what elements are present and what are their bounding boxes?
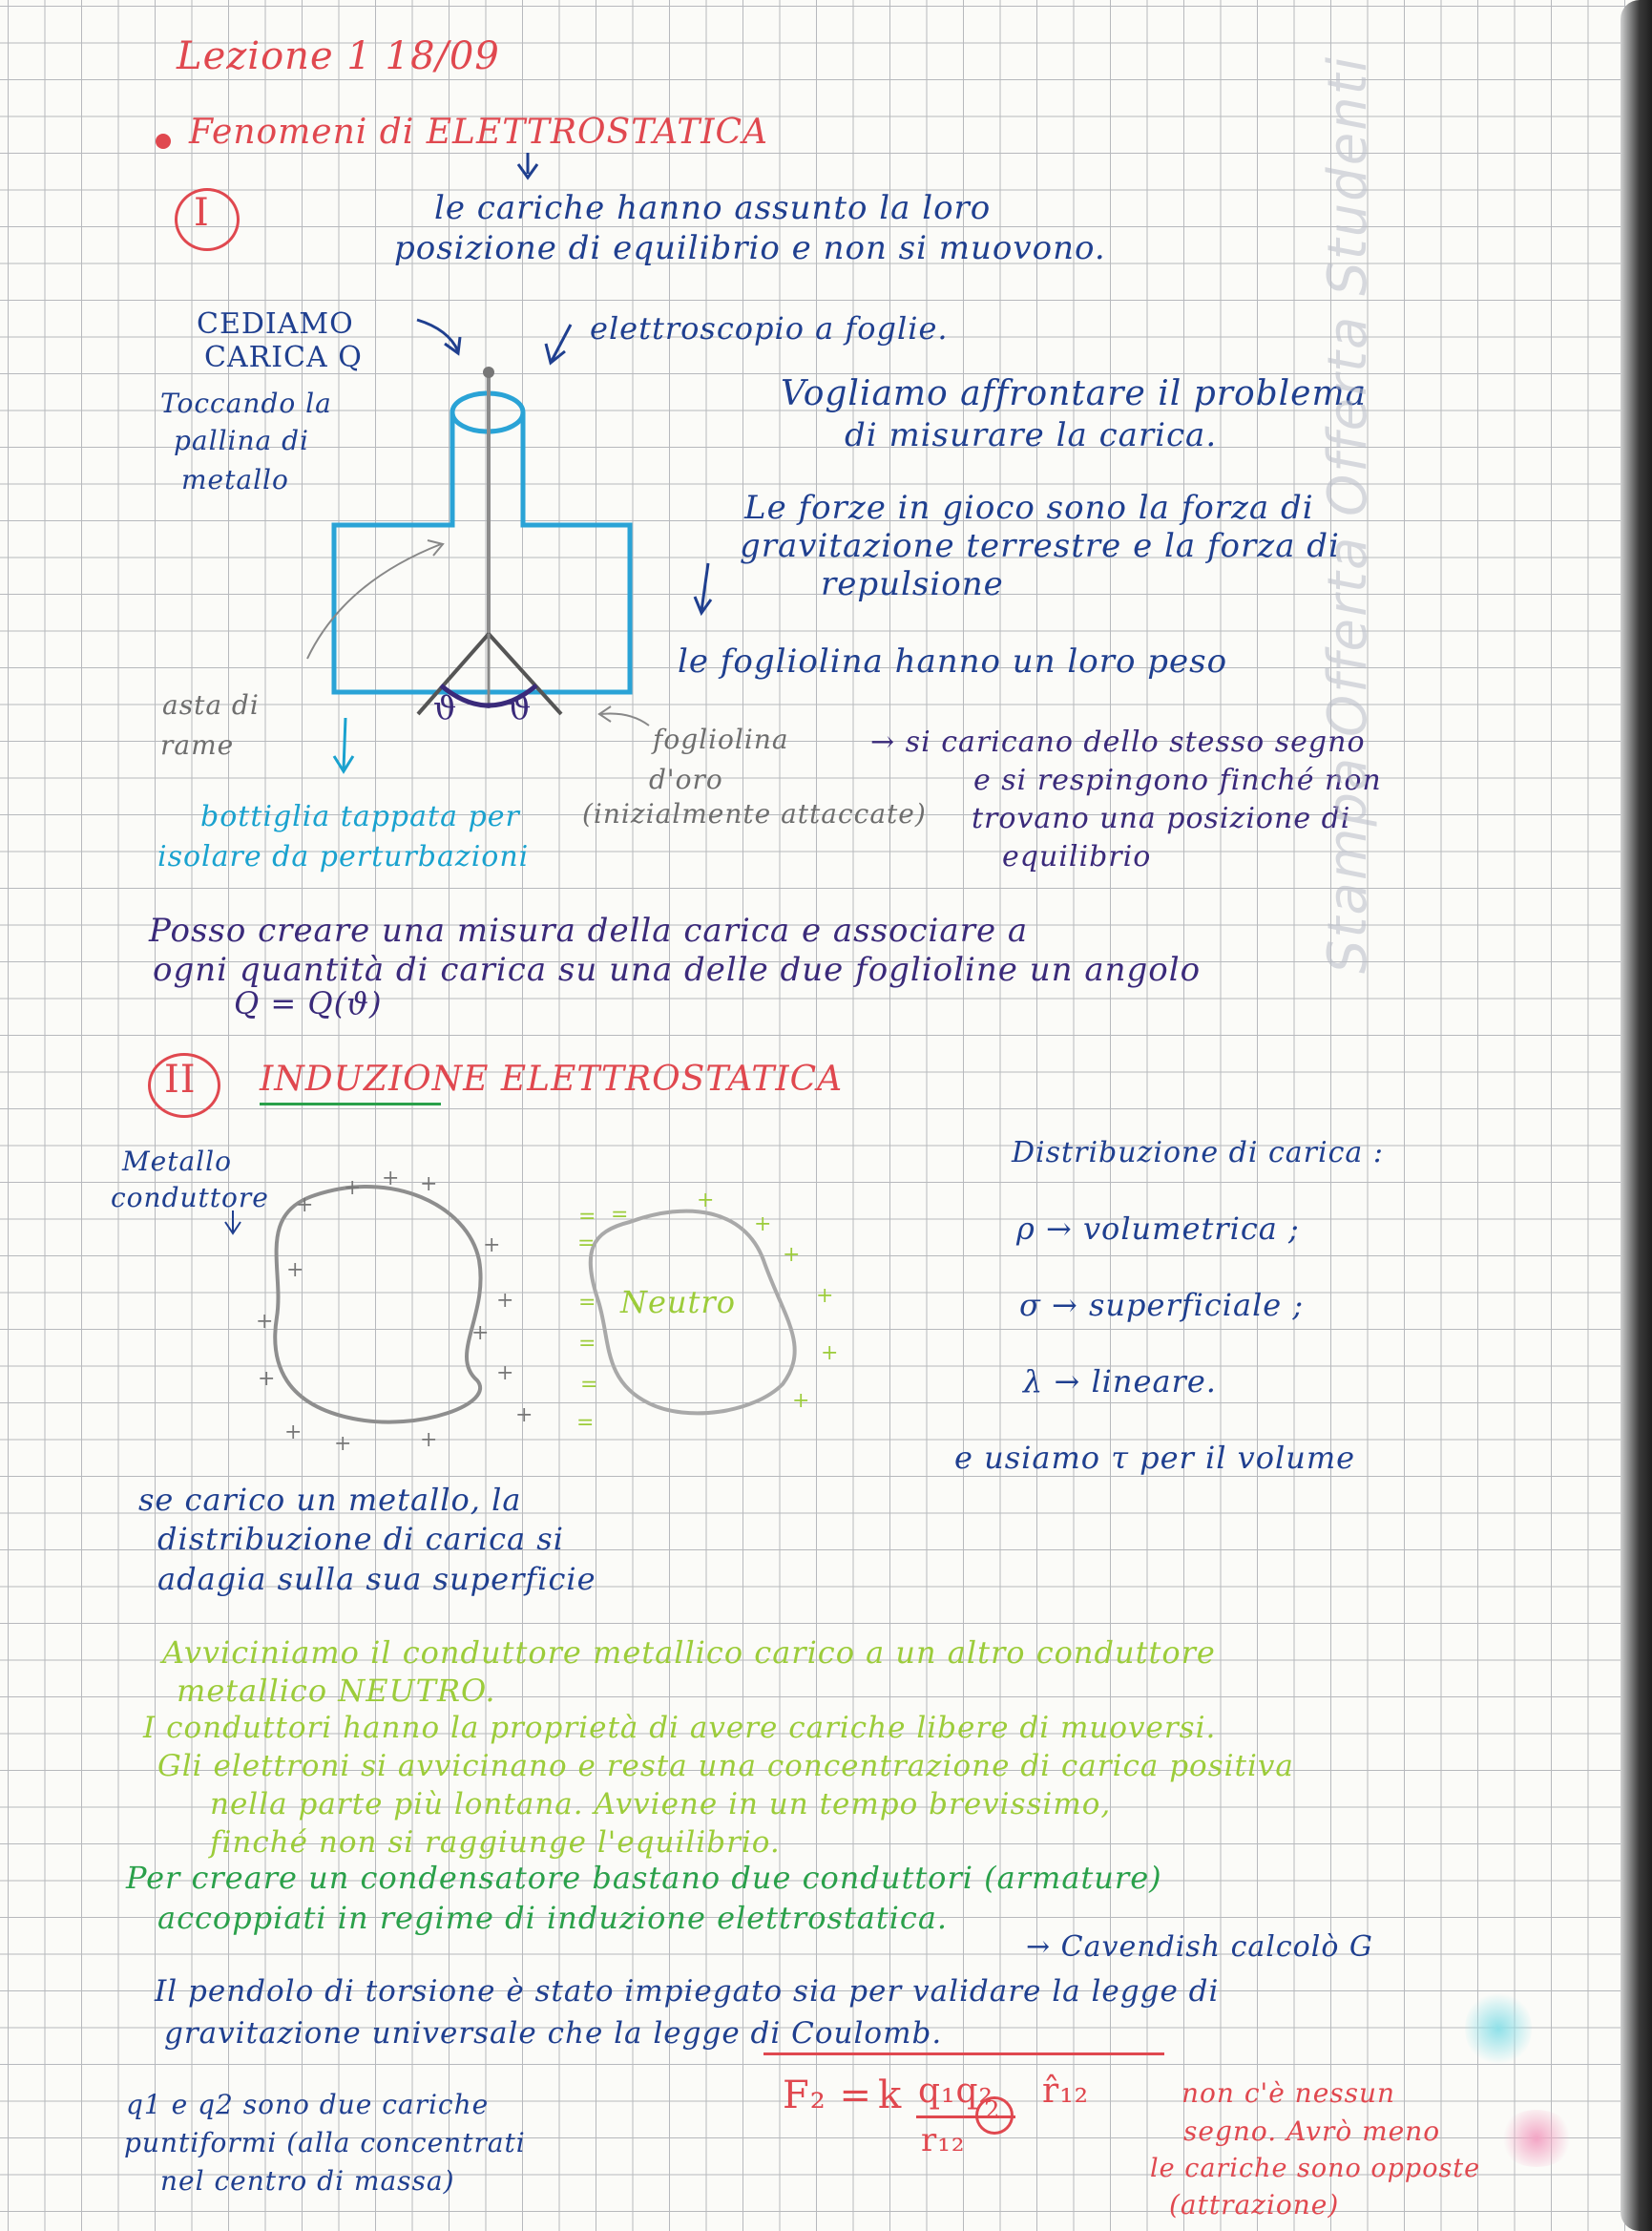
cediamo-line-1: CEDIAMO [197, 307, 354, 341]
coulomb-underline [763, 2052, 1164, 2055]
section-1-number: I [194, 191, 210, 235]
topic-title: Fenomeni di ELETTROSTATICA [189, 113, 769, 152]
capacitor-line-2: accoppiati in regime di induzione elettrostatica. [157, 1900, 949, 1936]
charges-line-2: puntiformi (alla concentrati [124, 2127, 526, 2158]
plus-sign: + [334, 1432, 353, 1456]
plus-sign: + [296, 1193, 315, 1217]
plus-sign: + [816, 1284, 835, 1308]
gold-line-1: fogliolina [653, 724, 789, 755]
plus-sign: + [496, 1361, 515, 1385]
measure-line-1: Posso creare una misura della carica e associare a [149, 912, 1029, 950]
minus-sign: = [578, 1205, 597, 1229]
plus-sign: + [420, 1172, 439, 1196]
torsion-line-1: Il pendolo di torsione è stato impiegato sia per validare la legge di [155, 1974, 1220, 2009]
section-2-title: INDUZIONE ELETTROSTATICA [260, 1060, 844, 1099]
plus-sign: + [697, 1189, 716, 1212]
formula-numerator: q₁q₂ [918, 2072, 993, 2111]
green-line-6: finché non si raggiunge l'equilibrio. [210, 1825, 781, 1860]
lesson-title: Lezione 1 18/09 [177, 34, 500, 78]
watermark: Stampa Offerta Offerta Studenti [1317, 54, 1379, 974]
intro-line-1: le cariche hanno assunto la loro [434, 189, 992, 227]
plus-sign: + [783, 1243, 802, 1267]
formula-k: k [878, 2073, 903, 2117]
touch-line-2: pallina di [174, 425, 309, 456]
goal-line-1: Vogliamo affrontare il problema [781, 374, 1368, 413]
sign-line-2: segno. Avrò meno [1183, 2115, 1441, 2147]
plus-sign: + [286, 1258, 305, 1282]
sign-line-1: non c'è nessun [1181, 2077, 1396, 2109]
formula-unit-vector: r̂₁₂ [1042, 2072, 1090, 2111]
cediamo-line-2: CARICA Q [204, 341, 363, 374]
rod-line-2: rame [160, 729, 235, 761]
distribution-title: Distribuzione di carica : [1012, 1136, 1384, 1169]
dist-sigma: σ → superficiale ; [1019, 1287, 1305, 1323]
touch-line-3: metallo [181, 464, 289, 495]
formula-exponent: 2 [984, 2096, 1001, 2125]
charges-line-3: nel centro di massa) [160, 2165, 455, 2197]
plus-sign: + [420, 1428, 439, 1452]
electroscope-label: elettroscopio a foglie. [590, 310, 949, 347]
measure-line-3: Q = Q(ϑ) [234, 985, 383, 1021]
neutral-label: Neutro [620, 1284, 736, 1320]
forces-line-2: gravitazione terrestre e la forza di [740, 527, 1340, 565]
minus-sign: = [578, 1332, 597, 1356]
plus-sign: + [258, 1367, 277, 1391]
forces-line-1: Le forze in gioco sono la forza di [744, 489, 1314, 527]
green-line-3: I conduttori hanno la proprietà di avere cariche libere di muoversi. [143, 1711, 1217, 1745]
charge-line-2: e si respingono finché non [973, 764, 1382, 797]
plus-sign: + [483, 1233, 502, 1257]
bottle-line-2: isolare da perturbazioni [157, 840, 530, 873]
dist-rho: ρ → volumetrica ; [1016, 1210, 1300, 1247]
ink-stain-pink [1498, 2110, 1575, 2167]
plus-sign: + [344, 1176, 363, 1200]
touch-line-1: Toccando la [160, 388, 332, 419]
conductor-line-1: Metallo [122, 1146, 232, 1177]
green-line-2: metallico NEUTRO. [177, 1673, 496, 1709]
charge-line-1: → si caricano dello stesso segno [870, 726, 1366, 759]
gold-line-2: d'oro [649, 764, 723, 795]
theta-left: ϑ [433, 689, 458, 727]
capacitor-line-1: Per creare un condensatore bastano due conduttori (armature) [126, 1860, 1162, 1896]
plus-sign: + [792, 1389, 811, 1413]
formula-denominator: r₁₂ [921, 2121, 966, 2159]
surface-line-2: distribuzione di carica si [157, 1521, 564, 1557]
surface-line-1: se carico un metallo, la [138, 1482, 522, 1518]
minus-sign: = [580, 1373, 599, 1397]
bottle-line-1: bottiglia tappata per [200, 800, 520, 833]
forces-line-3: repulsione [821, 565, 1004, 603]
minus-sign: = [611, 1203, 630, 1227]
green-line-1: Avviciniamo il conduttore metallico carico a un altro conduttore [162, 1634, 1216, 1671]
sign-line-3: le cariche sono opposte [1150, 2154, 1481, 2183]
conductor-line-2: conduttore [111, 1182, 269, 1213]
minus-sign: = [578, 1291, 597, 1315]
plus-sign: + [496, 1289, 515, 1313]
sign-line-4: (attrazione) [1169, 2189, 1340, 2220]
charge-line-3: trovano una posizione di [972, 802, 1351, 835]
rod-line-1: asta di [162, 689, 260, 721]
charges-line-1: q1 e q2 sono due cariche [126, 2089, 490, 2120]
plus-sign: + [256, 1310, 275, 1334]
intro-line-2: posizione di equilibrio e non si muovono. [394, 229, 1106, 267]
plus-sign: + [284, 1421, 303, 1444]
plus-sign: + [382, 1167, 401, 1190]
goal-line-2: di misurare la carica. [845, 416, 1218, 454]
minus-sign: = [577, 1231, 596, 1255]
green-line-5: nella parte più lontana. Avviene in un tempo brevissimo, [210, 1787, 1112, 1821]
gold-note: (inizialmente attaccate) [582, 798, 927, 830]
measure-line-2: ogni quantità di carica su una delle due foglioline un angolo [153, 951, 1202, 989]
formula-lhs: F₂ = [783, 2073, 873, 2117]
charge-line-4: equilibrio [1002, 840, 1152, 873]
section-2-number: II [164, 1058, 197, 1102]
dist-lambda: λ → lineare. [1023, 1363, 1217, 1400]
weight-line: le fogliolina hanno un loro peso [678, 642, 1228, 681]
dist-tau: e usiamo τ per il volume [954, 1440, 1356, 1476]
green-line-4: Gli elettroni si avvicinano e resta una concentrazione di carica positiva [157, 1749, 1294, 1783]
surface-line-3: adagia sulla sua superficie [157, 1561, 596, 1597]
plus-sign: + [515, 1403, 534, 1427]
torsion-line-2: gravitazione universale che la legge di Coulomb. [164, 2016, 943, 2051]
theta-right: ϑ [508, 689, 533, 727]
minus-sign: = [576, 1411, 596, 1435]
cavendish-note: → Cavendish calcolò G [1026, 1930, 1373, 1964]
plus-sign: + [471, 1321, 491, 1345]
plus-sign: + [754, 1212, 773, 1236]
plus-sign: + [821, 1341, 840, 1365]
ink-stain-blue [1465, 1990, 1532, 2067]
